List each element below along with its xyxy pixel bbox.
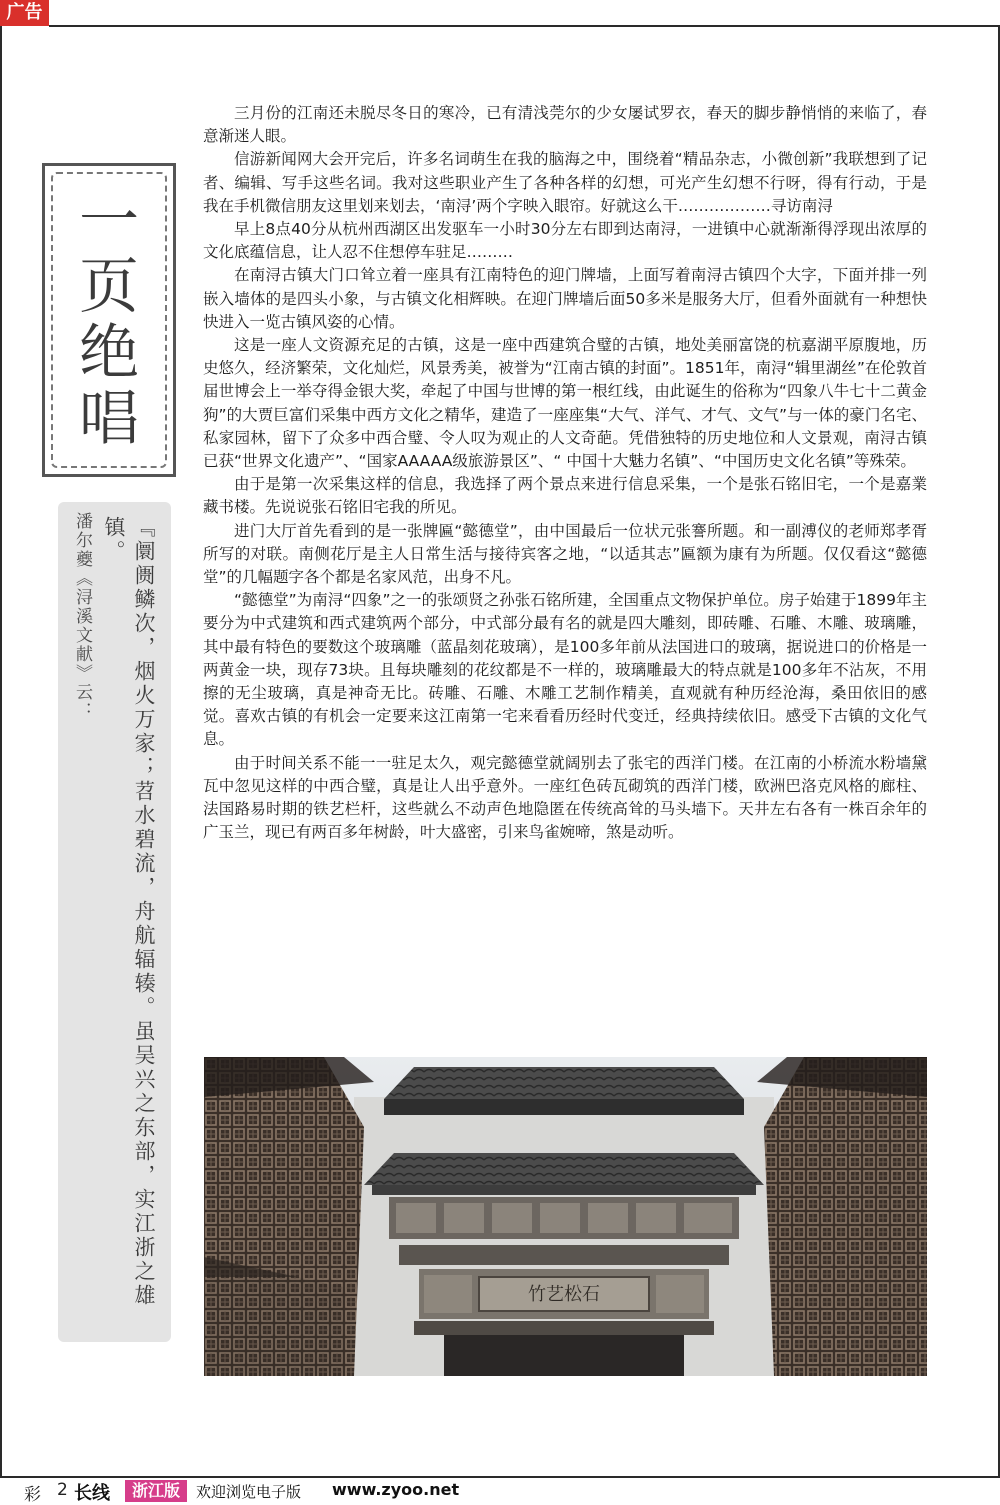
footer-section: 彩 <box>24 1485 41 1505</box>
article-paragraph: 这是一座人文资源充足的古镇，这是一座中西建筑合璧的古镇，地处美丽富饶的杭嘉湖平原腹地，历史悠久，经济繁荣，文化灿烂，风景秀美，被誉为“江南古镇的封面”。1851年，南浔“辑里湖丝”在伦敦首届世博会上一举夺得金银大奖，牵起了中国与世博的第一根红线，由此诞生的俗称为“四象八牛七十二黄金狗”的大贾巨富们采集中西方文化之精华，建造了一座座集“大气、洋气、才气、文气”与一体的豪门名宅、私家园林，留下了众多中西合璧、令人叹为观止的人文奇葩。凭借独特的历史地位和人文景观，南浔古镇已获“世界文化遗产”、“国家AAAAA级旅游景区”、“ 中国十大魅力名镇”、“中国历史文化名镇”等殊荣。 <box>203 336 927 471</box>
footer-welcome: 欢迎浏览电子版 <box>196 1483 302 1501</box>
left-border <box>0 26 2 1478</box>
article-body <box>203 102 927 845</box>
article-paragraph: 信游新闻网大会开完后，许多名词萌生在我的脑海之中，围绕着“精品杂志，小微创新”我联想到了记者、编辑、写手这些名词。我对这些职业产生了各种各样的幻想，可光产生幻想不行呀，得有行动，于是我在手机微信朋友这里划来划去，‘南浔’两个字映入眼帘。好就这么干………………寻访南浔 <box>203 150 927 215</box>
title-char: 绝 <box>79 318 139 388</box>
article-paragraph: 进门大厅首先看到的是一张牌匾“懿德堂”，由中国最后一位状元张謇所题。和一副溥仪的老师郑孝胥所写的对联。南侧花厅是主人日常生活与接待宾客之地，“以适其志”匾额为康有为所题。仅仅看这“懿德堂”的几幅题字各个都是名家风范，出身不凡。 <box>203 521 927 587</box>
article-paragraph: 早上8点40分从杭州西湖区出发驱车一小时30分左右即到达南浔，一进镇中心就渐渐得浮现出浓厚的文化底蕴信息，让人忍不住想停车驻足……… <box>203 220 927 262</box>
footer-edition-badge: 浙江版 <box>125 1480 187 1502</box>
quote-text: 『阛阓鳞次，烟火万家；苕水碧流，舟航辐辏。虽吴兴之东部，实江浙之雄镇。 <box>102 516 156 1308</box>
column-title <box>51 172 167 468</box>
title-char: 页 <box>79 252 139 322</box>
page-footer <box>0 1478 1000 1505</box>
article-paragraph: “懿德堂”为南浔“四象”之一的张颂贤之孙张石铭所建，全国重点文物保护单位。房子始建于1899年主要分为中式建筑和西式建筑两个部分，中式部分最有名的就是四大雕刻，即砖雕、石雕、木雕、玻璃雕，其中最有特色的要数这个玻璃雕（蓝晶刻花玻璃），是100多年前从法国进口的玻璃，据说进口的价格是一两黄金一块，现存73块。且每块雕刻的花纹都是不一样的，玻璃雕最大的特点就是100多年不沾灰，不用擦的无尘玻璃，真是神奇无比。砖雕、石雕、木雕工艺制作精美，直观就有种历经沧海，桑田依旧的感觉。喜欢古镇的有机会一定要来这江南第一宅来看看历经时代变迁，经典持续依旧。感受下古镇的文化气息。 <box>203 591 927 749</box>
gatehouse-photo <box>204 1057 927 1376</box>
column-title-box <box>42 163 176 477</box>
article-paragraph: 在南浔古镇大门口耸立着一座具有江南特色的迎门牌墙，上面写着南浔古镇四个大字，下面并排一列嵌入墙体的是四头小象，与古镇文化相辉映。在迎门牌墙后面50多米是服务大厅，但看外面就有一种想快快进入一览古镇风姿的心情。 <box>203 266 927 331</box>
title-char: 唱 <box>79 384 139 454</box>
article-paragraph: 三月份的江南还未脱尽冬日的寒冷，已有清浅莞尔的少女屡试罗衣，春天的脚步静悄悄的来临了，春意渐迷人眼。 <box>203 104 927 146</box>
quote-attribution: 潘尔夔《浔溪文献》云： <box>72 512 92 721</box>
article-paragraph: 由于是第一次采集这样的信息，我选择了两个景点来进行信息采集，一个是张石铭旧宅，一个是嘉業藏书楼。先说说张石铭旧宅我的所见。 <box>203 475 927 517</box>
ad-tag: 广告 <box>0 0 49 26</box>
footer-page-number: 2 <box>57 1480 68 1500</box>
article-paragraph: 由于时间关系不能一一驻足太久，观完懿德堂就阔别去了张宅的西洋门楼。在江南的小桥流水粉墙黛瓦中忽见这样的中西合璧，真是让人出乎意外。一座红色砖瓦砌筑的西洋门楼，欧洲巴洛克风格的廊柱、法国路易时期的铁艺栏杆，这些就么不动声色地隐匿在传统高耸的马头墙下。天井左右各有一株百余年的广玉兰，现已有两百多年树龄，叶大盛密，引来鸟雀婉啼，煞是动听。 <box>203 753 927 842</box>
top-border <box>49 25 1000 27</box>
gatehouse-illustration <box>204 1057 927 1376</box>
footer-paper-name: 长线 <box>74 1483 110 1504</box>
plaque-text: 竹艺松石 <box>528 1284 600 1305</box>
title-char: 一 <box>79 186 139 256</box>
quote-panel <box>58 502 171 1342</box>
footer-site-link[interactable]: www.zyoo.net <box>332 1480 460 1499</box>
